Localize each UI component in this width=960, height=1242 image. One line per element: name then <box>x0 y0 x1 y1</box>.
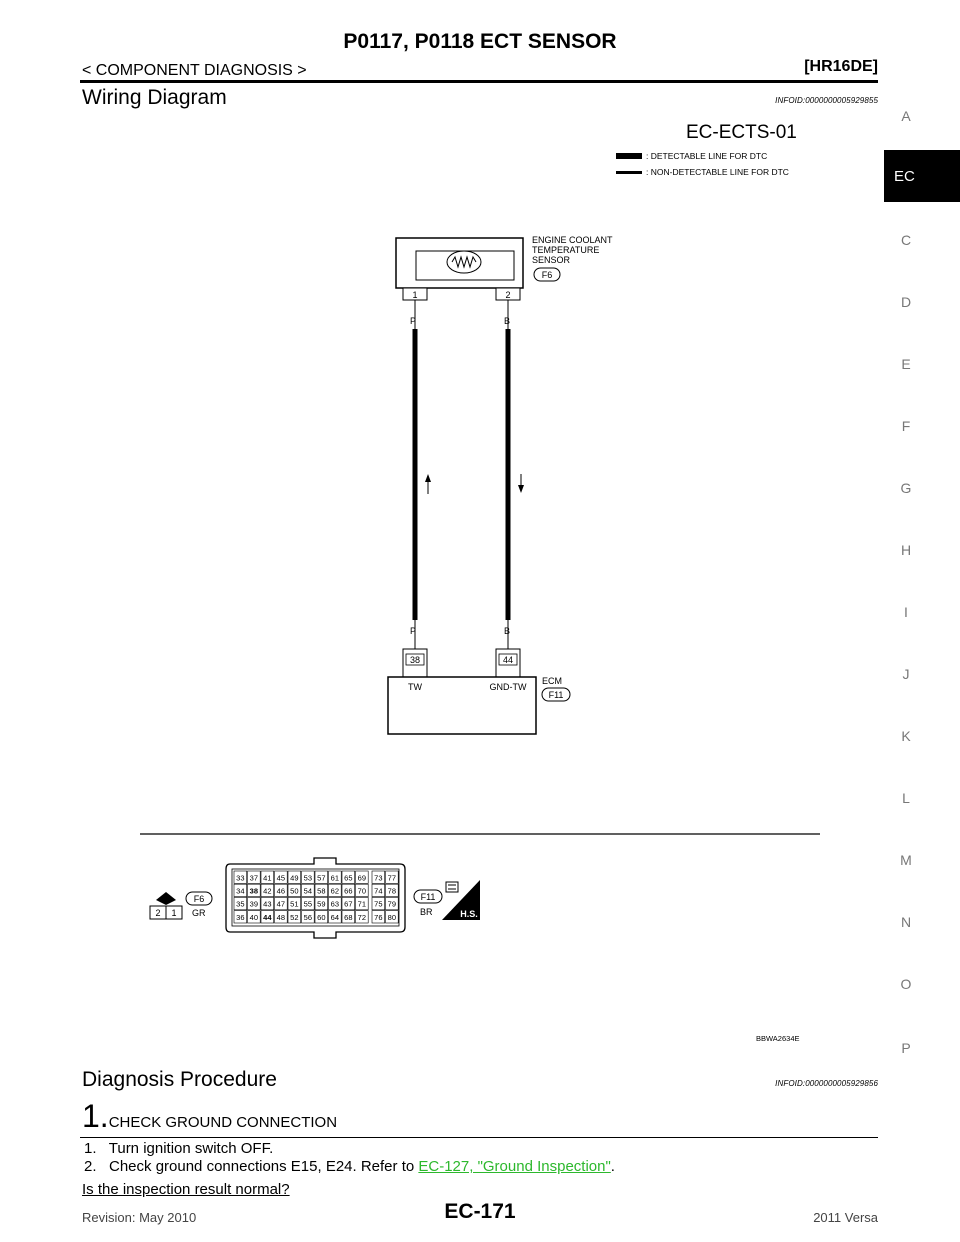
sidebar-letter-p[interactable]: P <box>901 1040 911 1056</box>
diagram-code: EC-ECTS-01 <box>686 122 797 143</box>
sidebar-letter-i[interactable]: I <box>904 604 908 620</box>
f11-pin-number: 47 <box>276 899 286 909</box>
sidebar-letter-o[interactable]: O <box>900 976 912 992</box>
f11-pin-number: 71 <box>357 899 367 909</box>
f11-pin-number: 72 <box>357 912 367 922</box>
section-left: < COMPONENT DIAGNOSIS > <box>82 62 307 79</box>
f11-pin-number: 66 <box>344 886 353 896</box>
f11-pin-number: 62 <box>330 886 340 896</box>
f11-pin-number: 36 <box>236 912 245 922</box>
legend-detectable: : DETECTABLE LINE FOR DTC <box>646 151 768 161</box>
f11-pin-number: 48 <box>276 912 286 922</box>
sidebar-letter-l[interactable]: L <box>902 790 910 806</box>
sidebar-letter-h[interactable]: H <box>900 542 912 558</box>
sidebar-letter-j[interactable]: J <box>902 666 910 682</box>
f11-face-color: BR <box>420 907 433 917</box>
f11-pin-number: 43 <box>263 899 272 909</box>
sidebar-letter-e[interactable]: E <box>901 356 911 372</box>
f11-pin-number: 42 <box>263 886 272 896</box>
f6-face-color: GR <box>192 908 206 918</box>
page-title: P0117, P0118 ECT SENSOR <box>343 30 617 53</box>
f11-pin-number: 33 <box>236 873 245 883</box>
arrow-down-icon <box>518 485 524 493</box>
step-1-number: 1. <box>82 1098 109 1134</box>
f11-pin-number: 61 <box>330 873 340 883</box>
ecm-pin-44-label: 44 <box>502 655 514 665</box>
f11-pin-number: 35 <box>236 899 245 909</box>
f11-pin-number: 49 <box>290 873 299 883</box>
arrow-up-icon <box>425 474 431 482</box>
step-1-title: CHECK GROUND CONNECTION <box>108 1114 338 1131</box>
f11-pin-number: 79 <box>387 899 397 909</box>
f11-pin-number: 46 <box>276 886 286 896</box>
sidebar-letter-m[interactable]: M <box>900 852 912 868</box>
section-right: [HR16DE] <box>804 58 878 75</box>
sensor-name-2: TEMPERATURE <box>532 245 600 255</box>
ground-inspection-link[interactable]: EC-127, "Ground Inspection" <box>418 1158 611 1175</box>
step-1-line-2-end: . <box>610 1158 615 1175</box>
sidebar-tab-ec[interactable]: EC <box>884 150 960 202</box>
wiring-infoid: INFOID:0000000005929855 <box>775 96 878 105</box>
f11-pin-number: 59 <box>317 899 326 909</box>
f11-pin-number: 63 <box>330 899 340 909</box>
sensor-pin-2-label: 2 <box>505 290 511 300</box>
f11-pin-number: 69 <box>357 873 367 883</box>
f11-pin-number: 52 <box>290 912 299 922</box>
figure-id: BBWA2634E <box>756 1034 800 1043</box>
wiring-diagram <box>130 112 850 1052</box>
ecm-terminal-tw: TW <box>408 682 422 692</box>
sidebar-letter-c[interactable]: C <box>900 232 912 248</box>
legend-thick-line <box>616 153 642 159</box>
sidebar-letter-n[interactable]: N <box>900 914 912 930</box>
f11-pin-number: 44 <box>263 912 272 922</box>
f11-pin-number: 76 <box>374 912 383 922</box>
sensor-name-1: ENGINE COOLANT <box>532 235 613 245</box>
f11-pin-number: 40 <box>249 912 259 922</box>
legend-non-detectable: : NON-DETECTABLE LINE FOR DTC <box>646 167 789 177</box>
sensor-pin-1-label: 1 <box>412 290 418 300</box>
f11-pin-number: 67 <box>344 899 353 909</box>
header-rule <box>80 80 878 83</box>
harness-icon <box>446 882 458 892</box>
sidebar-letter-d[interactable]: D <box>900 294 912 310</box>
f11-pin-number: 57 <box>317 873 326 883</box>
wiring-diagram-title: Wiring Diagram <box>82 86 227 109</box>
footer-model: 2011 Versa <box>813 1210 878 1225</box>
f11-pin-number: 39 <box>249 899 259 909</box>
f11-pin-number: 50 <box>290 886 299 896</box>
f11-pin-number: 73 <box>374 873 383 883</box>
f11-pin-number: 51 <box>290 899 299 909</box>
diagnosis-infoid: INFOID:0000000005929856 <box>775 1079 878 1088</box>
sidebar-letter-f[interactable]: F <box>901 418 911 434</box>
f11-pin-number: 56 <box>303 912 313 922</box>
sidebar-letter-k[interactable]: K <box>901 728 911 744</box>
hs-label: H.S. <box>460 909 478 919</box>
f11-pin-number: 54 <box>303 886 313 896</box>
step-1-line-1: 1. Turn ignition switch OFF. <box>84 1140 274 1157</box>
step-1-rule <box>80 1137 878 1138</box>
f11-pin-number: 77 <box>387 873 397 883</box>
f11-face-id: F11 <box>420 892 436 902</box>
connector-key-icon <box>156 892 176 905</box>
f11-pin-number: 70 <box>357 886 367 896</box>
f11-pin-number: 60 <box>317 912 326 922</box>
f6-face-id: F6 <box>193 894 205 904</box>
ecm-terminal-gnd-tw: GND-TW <box>489 682 527 692</box>
f11-pin-number: 68 <box>344 912 353 922</box>
step-1-line-2 <box>84 1158 615 1175</box>
f11-pin-number: 78 <box>387 886 397 896</box>
f6-face-pin-1: 1 <box>171 908 177 918</box>
f11-pin-number: 41 <box>263 873 272 883</box>
f11-pin-number: 45 <box>276 873 286 883</box>
f11-pin-number: 64 <box>330 912 340 922</box>
legend-thin-line <box>616 171 642 174</box>
step-1-heading <box>82 1098 337 1135</box>
f11-pin-number: 34 <box>236 886 245 896</box>
f11-pin-number: 58 <box>317 886 326 896</box>
sidebar-letter-g[interactable]: G <box>900 480 912 496</box>
wire-color-bottom-1: P <box>409 626 417 636</box>
ecm-name: ECM <box>542 676 562 686</box>
f11-pin-number: 37 <box>249 873 259 883</box>
footer-revision: Revision: May 2010 <box>82 1210 197 1225</box>
f11-pin-number: 38 <box>249 886 259 896</box>
f11-pin-number: 74 <box>374 886 383 896</box>
footer-page-number: EC-171 <box>444 1200 516 1223</box>
sensor-connector-label: F6 <box>541 270 553 280</box>
inspection-question[interactable]: Is the inspection result normal? <box>82 1181 290 1198</box>
sensor-name-3: SENSOR <box>532 255 571 265</box>
wire-color-top-2: B <box>503 316 511 326</box>
sidebar-letter-a[interactable]: A <box>901 108 911 124</box>
f11-pin-number: 80 <box>387 912 397 922</box>
wire-color-bottom-2: B <box>503 626 511 636</box>
f11-pin-number: 55 <box>303 899 313 909</box>
f11-pin-number: 65 <box>344 873 353 883</box>
ecm-connector-label: F11 <box>548 690 564 700</box>
f11-pin-number: 53 <box>303 873 313 883</box>
ecm-pin-38-label: 38 <box>409 655 421 665</box>
diagnosis-procedure-title: Diagnosis Procedure <box>82 1068 277 1091</box>
f6-face-pin-2: 2 <box>155 908 161 918</box>
f11-pin-number: 75 <box>374 899 383 909</box>
wire-color-top-1: P <box>409 316 417 326</box>
step-1-line-2-text: 2. Check ground connections E15, E24. Refer to <box>84 1158 419 1175</box>
